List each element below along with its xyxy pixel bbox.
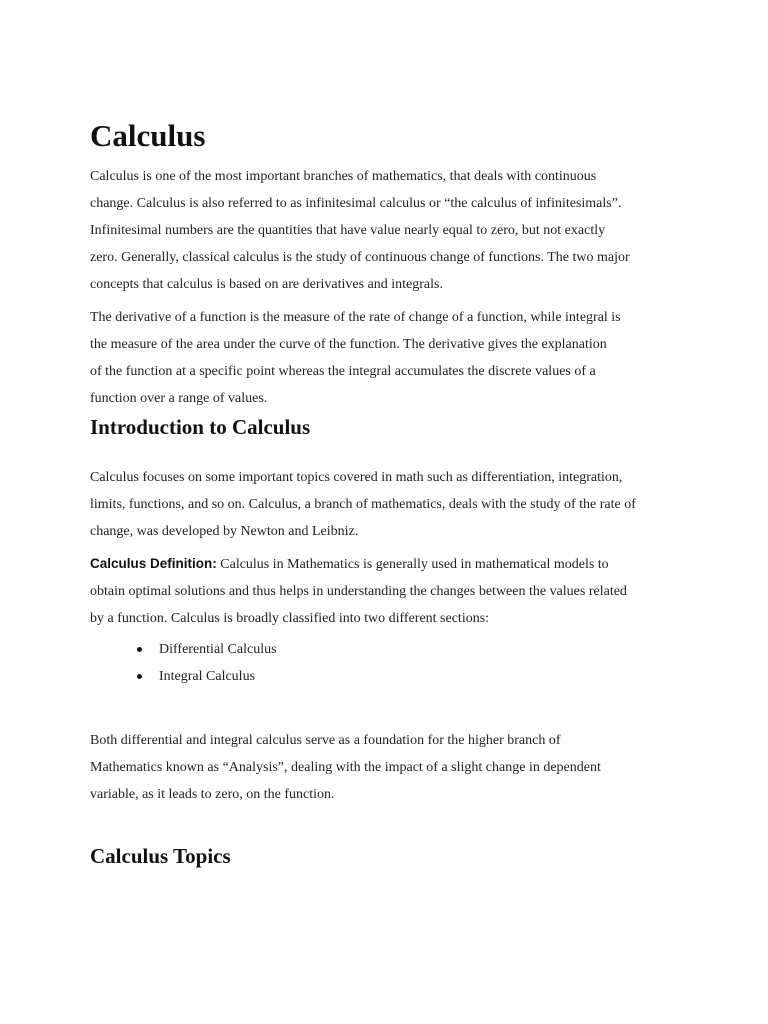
paragraph-line: Calculus focuses on some important topics covered in math such as differentiation, integration, <box>90 470 623 485</box>
definition-text: Calculus in Mathematics is generally used in mathematical models to <box>216 557 609 572</box>
definition-label: Calculus Definition: <box>90 556 217 571</box>
paragraph-line: concepts that calculus is based on are derivatives and integrals. <box>90 277 443 292</box>
sections-list <box>135 636 277 690</box>
introduction-paragraph <box>90 464 690 545</box>
paragraph-line: of the function at a specific point whereas the integral accumulates the discrete values of a <box>90 364 596 379</box>
page-title: Calculus <box>90 118 206 153</box>
paragraph-line: zero. Generally, classical calculus is the study of continuous change of functions. The two major <box>90 250 630 265</box>
list-item <box>135 663 277 690</box>
intro-paragraph <box>90 163 690 298</box>
paragraph-line: Mathematics known as “Analysis”, dealing with the impact of a slight change in dependent <box>90 760 601 775</box>
paragraph-line: Calculus is one of the most important branches of mathematics, that deals with continuous <box>90 169 597 184</box>
paragraph-line: obtain optimal solutions and thus helps in understanding the changes between the values related <box>90 584 627 599</box>
paragraph-line: the measure of the area under the curve of the function. The derivative gives the explanation <box>90 337 607 352</box>
paragraph-line: change, was developed by Newton and Leibniz. <box>90 524 359 539</box>
paragraph-line <box>90 550 690 578</box>
definition-paragraph <box>90 550 690 632</box>
bullet-icon <box>137 647 142 652</box>
list-item-label: Integral Calculus <box>159 669 256 684</box>
paragraph-line: by a function. Calculus is broadly classified into two different sections: <box>90 611 490 626</box>
list-item <box>135 636 277 663</box>
bullet-icon <box>137 674 142 679</box>
list-item-label: Differential Calculus <box>159 642 277 657</box>
paragraph-line: Both differential and integral calculus serve as a foundation for the higher branch of <box>90 733 561 748</box>
paragraph-line: variable, as it leads to zero, on the function. <box>90 787 335 802</box>
paragraph-line: change. Calculus is also referred to as infinitesimal calculus or “the calculus of infinitesimals”. <box>90 196 622 211</box>
paragraph-line: The derivative of a function is the measure of the rate of change of a function, while integral is <box>90 310 621 325</box>
paragraph-line: Infinitesimal numbers are the quantities that have value nearly equal to zero, but not exactly <box>90 223 606 238</box>
paragraph-line: limits, functions, and so on. Calculus, a branch of mathematics, deals with the study of the rate of <box>90 497 636 512</box>
derivative-paragraph <box>90 304 690 412</box>
heading-topics: Calculus Topics <box>90 844 231 868</box>
paragraph-line: function over a range of values. <box>90 391 268 406</box>
heading-introduction: Introduction to Calculus <box>90 415 311 439</box>
analysis-paragraph <box>90 727 690 808</box>
